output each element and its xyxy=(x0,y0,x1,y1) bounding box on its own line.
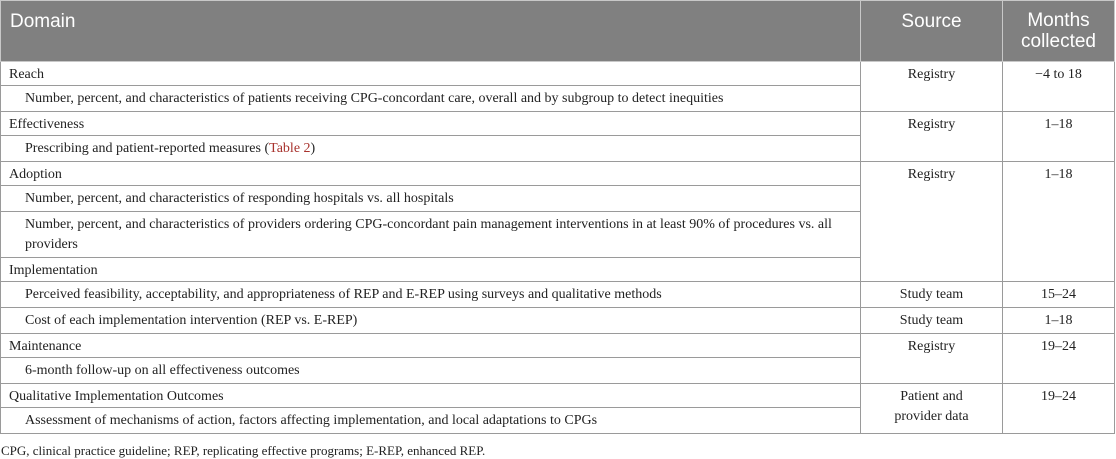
measure-item: Number, percent, and characteristics of responding hospitals vs. all hospitals xyxy=(1,186,861,212)
months-cell: 1–18 xyxy=(1003,162,1115,282)
table-row xyxy=(1,384,1115,408)
table-row xyxy=(1,62,1115,86)
months-cell: 19–24 xyxy=(1003,384,1115,434)
source-cell: Study team xyxy=(861,282,1003,308)
domain-maintenance: Maintenance xyxy=(1,334,861,358)
source-cell xyxy=(861,384,1003,434)
measure-item xyxy=(1,136,861,162)
header-domain: Domain xyxy=(1,1,861,62)
header-months-line2: collected xyxy=(1021,31,1096,52)
measure-item: 6-month follow-up on all effectiveness outcomes xyxy=(1,358,861,384)
domain-qualitative-outcomes: Qualitative Implementation Outcomes xyxy=(1,384,861,408)
table-row xyxy=(1,162,1115,186)
measure-item: Assessment of mechanisms of action, factors affecting implementation, and local adaptations to CPGs xyxy=(1,408,861,434)
source-line2: provider data xyxy=(894,409,969,424)
domain-adoption: Adoption xyxy=(1,162,861,186)
domain-effectiveness: Effectiveness xyxy=(1,112,861,136)
header-months-line1: Months xyxy=(1027,10,1090,31)
header-source: Source xyxy=(861,1,1003,62)
header-row xyxy=(1,1,1115,62)
domain-implementation: Implementation xyxy=(1,258,861,282)
item-text-suffix: ) xyxy=(310,141,316,156)
measure-item: Number, percent, and characteristics of patients receiving CPG-concordant care, overall and by subgroup to detect inequities xyxy=(1,86,861,112)
source-cell: Registry xyxy=(861,112,1003,162)
table-row xyxy=(1,112,1115,136)
months-cell: 1–18 xyxy=(1003,308,1115,334)
table-row xyxy=(1,308,1115,334)
source-cell: Registry xyxy=(861,334,1003,384)
months-cell: 15–24 xyxy=(1003,282,1115,308)
months-cell: −4 to 18 xyxy=(1003,62,1115,112)
measure-item: Number, percent, and characteristics of providers ordering CPG-concordant pain management interventions in at least 90% of procedures vs. all providers xyxy=(1,212,861,258)
table-row xyxy=(1,334,1115,358)
header-months-collected xyxy=(1003,1,1115,62)
table-row xyxy=(1,282,1115,308)
months-cell: 1–18 xyxy=(1003,112,1115,162)
source-cell: Study team xyxy=(861,308,1003,334)
measure-item: Cost of each implementation intervention (REP vs. E-REP) xyxy=(1,308,861,334)
source-cell: Registry xyxy=(861,62,1003,112)
item-text: Prescribing and patient-reported measures ( xyxy=(25,141,270,156)
table-2-link[interactable]: Table 2 xyxy=(269,141,311,156)
source-line1: Patient and xyxy=(900,389,963,404)
domain-reach: Reach xyxy=(1,62,861,86)
table-footnote: CPG, clinical practice guideline; REP, replicating effective programs; E-REP, enhanced REP. xyxy=(1,443,486,458)
source-cell: Registry xyxy=(861,162,1003,282)
months-cell: 19–24 xyxy=(1003,334,1115,384)
measure-item: Perceived feasibility, acceptability, and appropriateness of REP and E-REP using surveys and qualitative methods xyxy=(1,282,861,308)
